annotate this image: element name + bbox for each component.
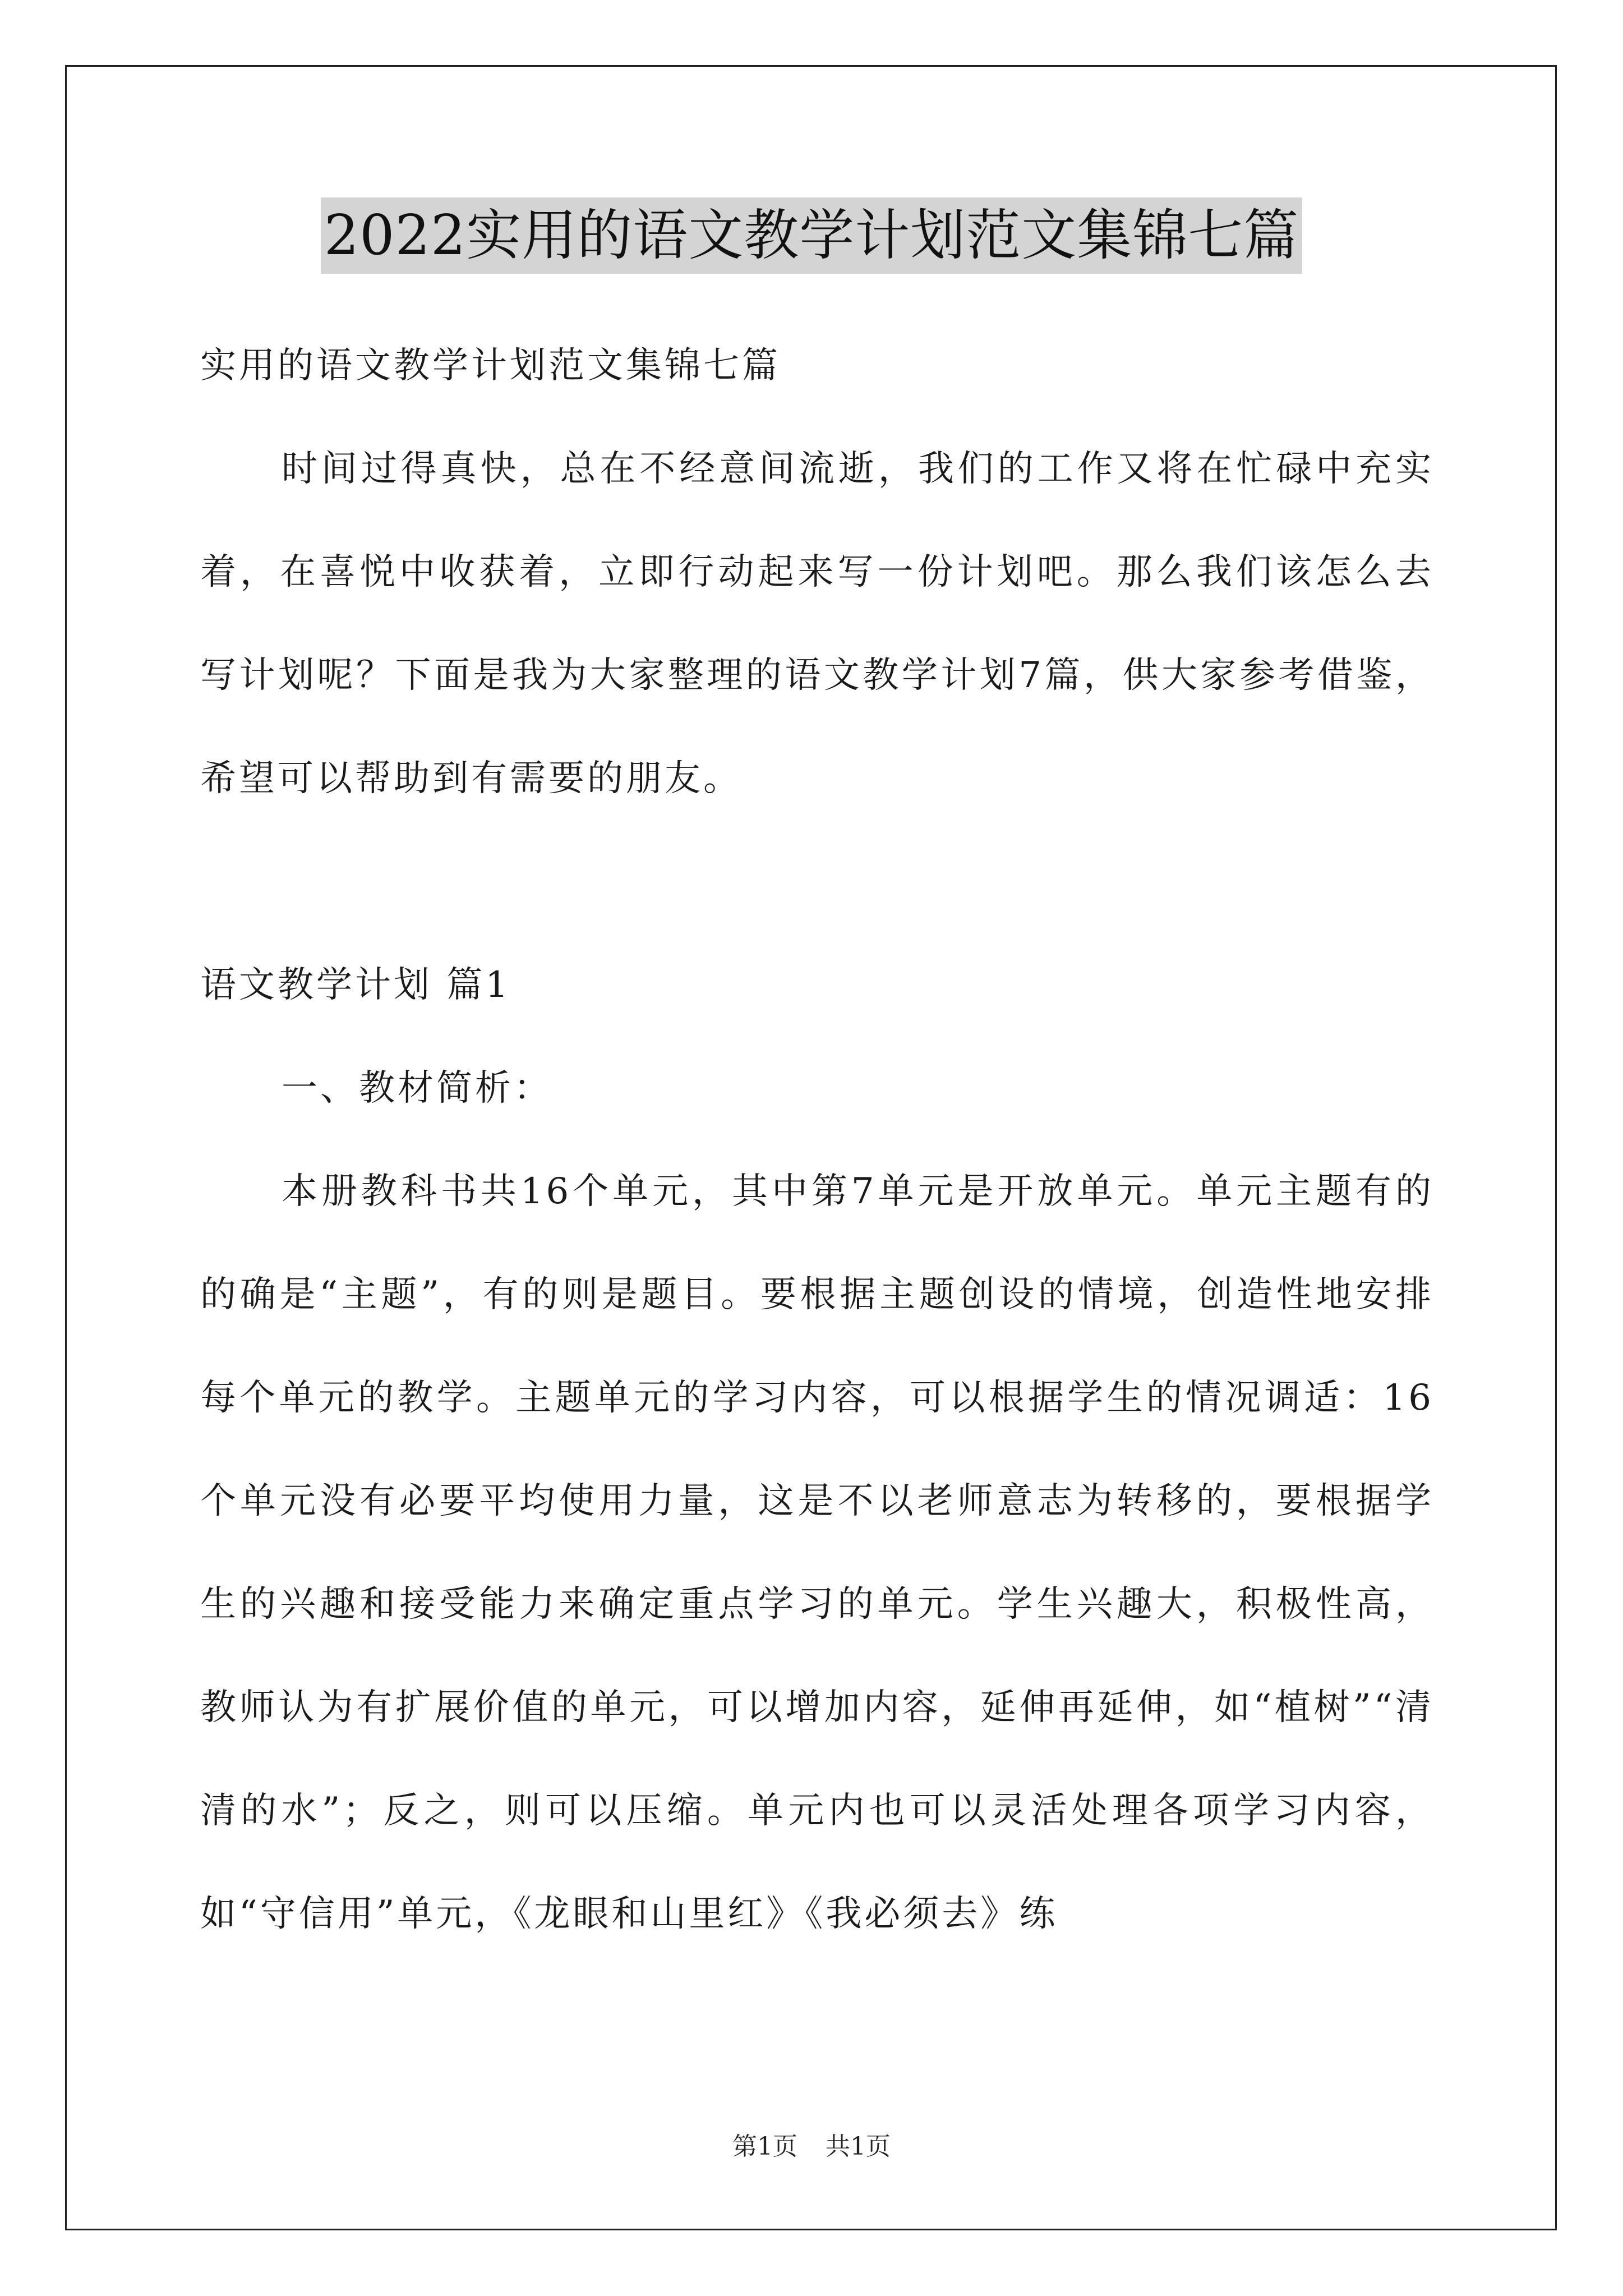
page-number: 第1页 — [732, 2132, 797, 2161]
body-paragraph: 本册教科书共16个单元，其中第7单元是开放单元。单元主题有的的确是“主题”，有的则是题目。要根据主题创设的情境，创造性地安排每个单元的教学。主题单元的学习内容，可以根据学生的情况调适：16个单元没有必要平均使用力量，这是不以老师意志为转移的，要根据学生的兴趣和接受能力来确定重点学习的单元。学生兴趣大，积极性高，教师认为有扩展价值的单元，可以增加内容，延伸再延伸，如“植树”“清清的水”；反之，则可以压缩。单元内也可以灵活处理各项学习内容，如“守信用”单元，《龙眼和山里红》《我必须去》练 — [200, 1171, 1434, 1935]
section-heading: 语文教学计划 篇1 — [200, 964, 511, 1006]
subsection-heading: 一、教材简析： — [282, 1068, 552, 1109]
intro-paragraph: 时间过得真快，总在不经意间流逝，我们的工作又将在忙碌中充实着，在喜悦中收获着，立即行动起来写一份计划吧。那么我们该怎么去写计划呢？下面是我为大家整理的语文教学计划7篇，供大家参考借鉴，希望可以帮助到有需要的朋友。 — [200, 448, 1434, 799]
page-total: 共1页 — [826, 2132, 891, 2161]
document-title: 2022实用的语文教学计划范文集锦七篇 — [321, 197, 1302, 274]
document-subtitle: 实用的语文教学计划范文集锦七篇 — [200, 345, 781, 386]
document-body — [200, 314, 1434, 1966]
page-footer — [0, 2126, 1623, 2162]
title-container — [0, 197, 1623, 274]
